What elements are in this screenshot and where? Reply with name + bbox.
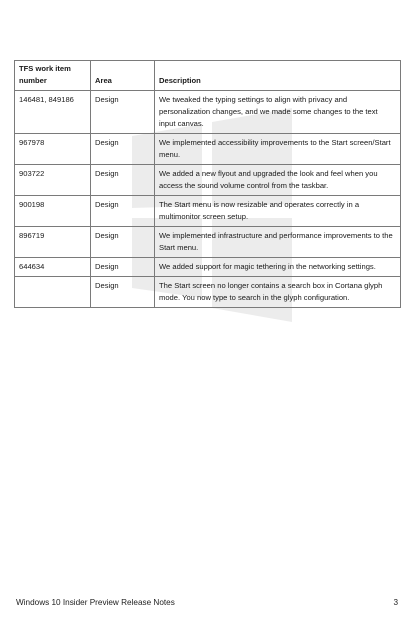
cell-area: Design — [91, 196, 155, 227]
cell-description: The Start screen no longer contains a search box in Cortana glyph mode. You now type to search in the glyph configuration. — [155, 277, 401, 308]
table-row — [15, 165, 401, 196]
cell-number: 146481, 849186 — [15, 91, 91, 134]
cell-area: Design — [91, 134, 155, 165]
cell-number: 903722 — [15, 165, 91, 196]
cell-area: Design — [91, 165, 155, 196]
table-row — [15, 258, 401, 277]
release-notes-table — [14, 60, 401, 308]
cell-number: 900198 — [15, 196, 91, 227]
header-tfs-work-item-number: TFS work item number — [15, 61, 91, 91]
footer-document-title: Windows 10 Insider Preview Release Notes — [16, 598, 175, 607]
cell-area: Design — [91, 277, 155, 308]
cell-description: We tweaked the typing settings to align with privacy and personalization changes, and we made some changes to the text input canvas. — [155, 91, 401, 134]
cell-number: 896719 — [15, 227, 91, 258]
cell-area: Design — [91, 227, 155, 258]
table-row — [15, 134, 401, 165]
header-description: Description — [155, 61, 401, 91]
table-row — [15, 227, 401, 258]
cell-number: 967978 — [15, 134, 91, 165]
cell-number: 644634 — [15, 258, 91, 277]
footer-page-number: 3 — [393, 598, 398, 607]
table-header-row — [15, 61, 401, 91]
table-row — [15, 91, 401, 134]
cell-description: We implemented accessibility improvements to the Start screen/Start menu. — [155, 134, 401, 165]
table-row — [15, 277, 401, 308]
cell-description: We added a new flyout and upgraded the look and feel when you access the sound volume control from the taskbar. — [155, 165, 401, 196]
header-area: Area — [91, 61, 155, 91]
cell-description: The Start menu is now resizable and operates correctly in a multimonitor screen setup. — [155, 196, 401, 227]
cell-description: We implemented infrastructure and performance improvements to the Start menu. — [155, 227, 401, 258]
cell-area: Design — [91, 91, 155, 134]
cell-description: We added support for magic tethering in the networking settings. — [155, 258, 401, 277]
cell-area: Design — [91, 258, 155, 277]
table-row — [15, 196, 401, 227]
cell-number — [15, 277, 91, 308]
